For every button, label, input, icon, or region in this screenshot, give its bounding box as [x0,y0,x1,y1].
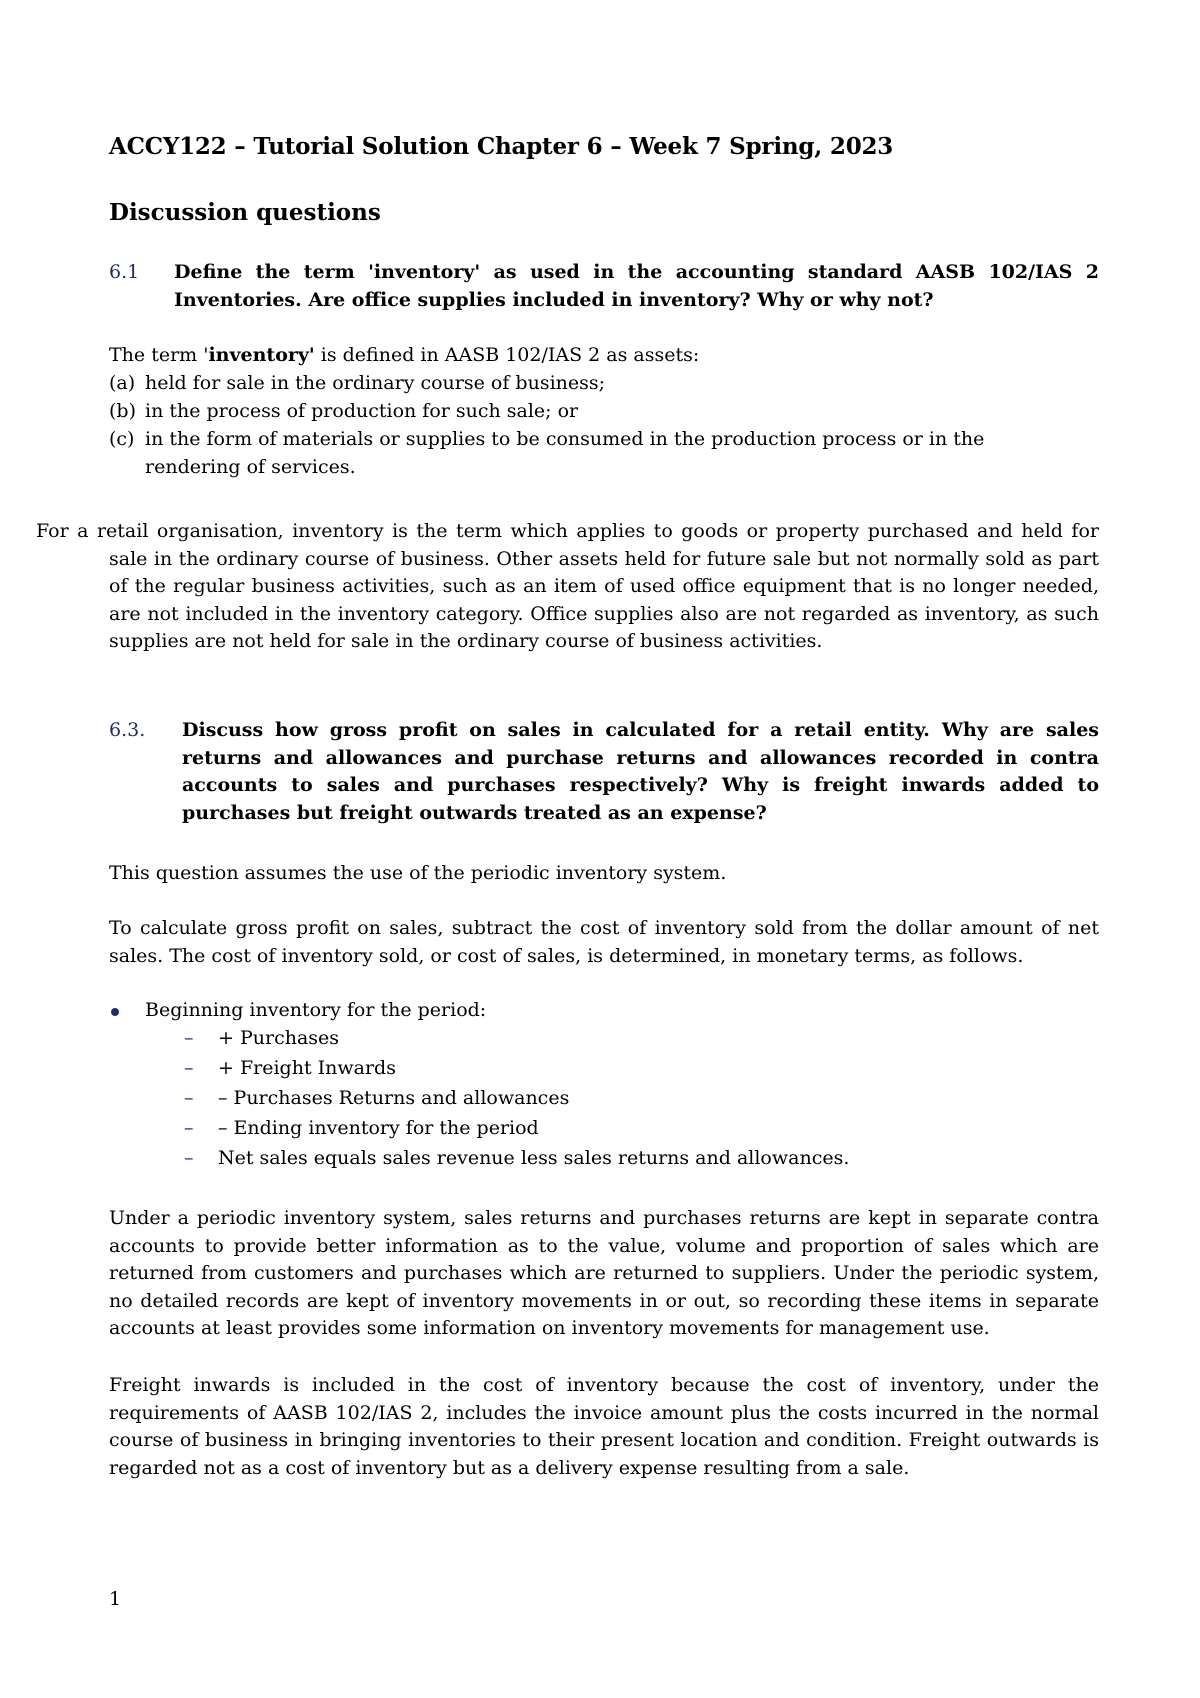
question-number-6-1: 6.1 [109,261,140,283]
document-title: ACCY122 – Tutorial Solution Chapter 6 – Week 7 Spring, 2023 [109,133,894,160]
definition-item-a: (a) held for sale in the ordinary course of business; [109,372,606,394]
bullet-icon [111,1008,119,1016]
section-heading: Discussion questions [109,199,381,226]
gross-profit-paragraph: To calculate gross profit on sales, subtract the cost of inventory sold from the dollar amount of net sales. The cost of inventory sold, or cost of sales, is determined, in monetary terms, as follows. [109,917,1099,967]
retail-inventory-paragraph: For a retail organisation, inventory is the term which applies to goods or property purchased and held for sale in the ordinary course of business. Other assets held for future sale but not normally sold as part of the regular business activities, such as an item of used office equipment that is no longer needed, are not included in the inventory category. Office supplies also are not regarded as inventory, as such supplies are not held for sale in the ordinary course of business activities. [36,520,1099,652]
question-text-6-1: Define the term 'inventory' as used in the accounting standard AASB 102/IAS 2 Inventories. Are office supplies included in inventory? Why or why not? [174,261,1099,311]
bullet-beginning-inventory: Beginning inventory for the period: [145,999,487,1021]
page-number: 1 [109,1588,122,1610]
question-text-6-3: Discuss how gross profit on sales in calculated for a retail entity. Why are sales returns and allowances and purchase returns and allowances recorded in contra accounts to sales and purchases respectively? Why is freight inwards added to purchases but freight outwards treated as an expense? [182,719,1099,824]
contra-accounts-paragraph: Under a periodic inventory system, sales returns and purchases returns are kept in separate contra accounts to provide better information as to the value, volume and proportion of sales which are returned from customers and purchases which are returned to suppliers. Under the periodic system, no detailed records are kept of inventory movements in or out, so recording these items in separate accounts at least provides some information on inventory movements for management use. [109,1207,1099,1339]
freight-paragraph: Freight inwards is included in the cost of inventory because the cost of inventory, under the requirements of AASB 102/IAS 2, includes the invoice amount plus the costs incurred in the normal course of business in bringing inventories to their present location and condition. Freight outwards is regarded not as a cost of inventory but as a delivery expense resulting from a sale. [109,1374,1099,1479]
question-number-6-3: 6.3. [109,719,146,741]
periodic-assumption: This question assumes the use of the periodic inventory system. [109,862,727,884]
definition-item-c: (c) in the form of materials or supplies to be consumed in the production process or in the rendering of services. [109,428,985,478]
definition-item-b: (b) in the process of production for such sale; or [109,400,579,422]
definition-intro: The term 'inventory' is defined in AASB 102/IAS 2 as assets: [109,344,700,366]
document-page: ACCY122 – Tutorial Solution Chapter 6 – Week 7 Spring, 2023 Discussion questions 6.1 Define the term 'inventory' as used in the accounting standard AASB 102/IAS 2 Inventories. Are office supplies included in inventory? Why or why not? The term 'inventory' is defined in AASB 102/IAS 2 as assets: (a) held for sale in the ordinary course of business; (b) in the process of production for such sale; or (c) in the form of materials or supplies to be consumed in the production process or in the rendering of services. For a retail organisation, inventory is the term which applies to goods or property purchased and held for sale in the ordinary course of business. Other assets held for future sale but not normally sold as part of the regular business activities, such as an item of used office equipment that is no longer needed, are not included in the inventory category. Office supplies also are not regarded as inventory, as such supplies are not held for sale in the ordinary course of business activities. 6.3. Discuss how gross profit on sales in calculated for a retail entity. Why are sales returns and allowances and purchase returns and allowances recorded in contra accounts to sales and purchases respectively? Why is freight inwards added to purchases but freight outwards treated as an expense? This question assumes the use of the periodic inventory system. To calculate gross profit on sales, subtract the cost of inventory sold from the dollar amount of net sales. The cost of inventory sold, or cost of sales, is determined, in monetary terms, as follows. Beginning inventory for the period: – + Purchases – + Freight Inwards – – Purchases Returns and allowances – – Ending inventory for the period – Net sales equals sales revenue less sales returns and allowances. Under a periodic inventory system, sales returns and purchases returns are kept in separate contra accounts to provide better information as to the value, volume and proportion of sales which are returned from customers and purchases which are returned to suppliers. Under the periodic system, no detailed records are kept of inventory movements in or out, so recording these items in separate accounts at least provides some information on inventory movements for management use. Freight inwards is included in the cost of inventory because the cost of inventory, under the requirements of AASB 102/IAS 2, includes the invoice amount plus the costs incurred in the normal course of business in bringing inventories to their present location and condition. Freight outwards is regarded not as a cost of inventory but as a delivery expense resulting from a sale. 1 [36,133,1099,1610]
